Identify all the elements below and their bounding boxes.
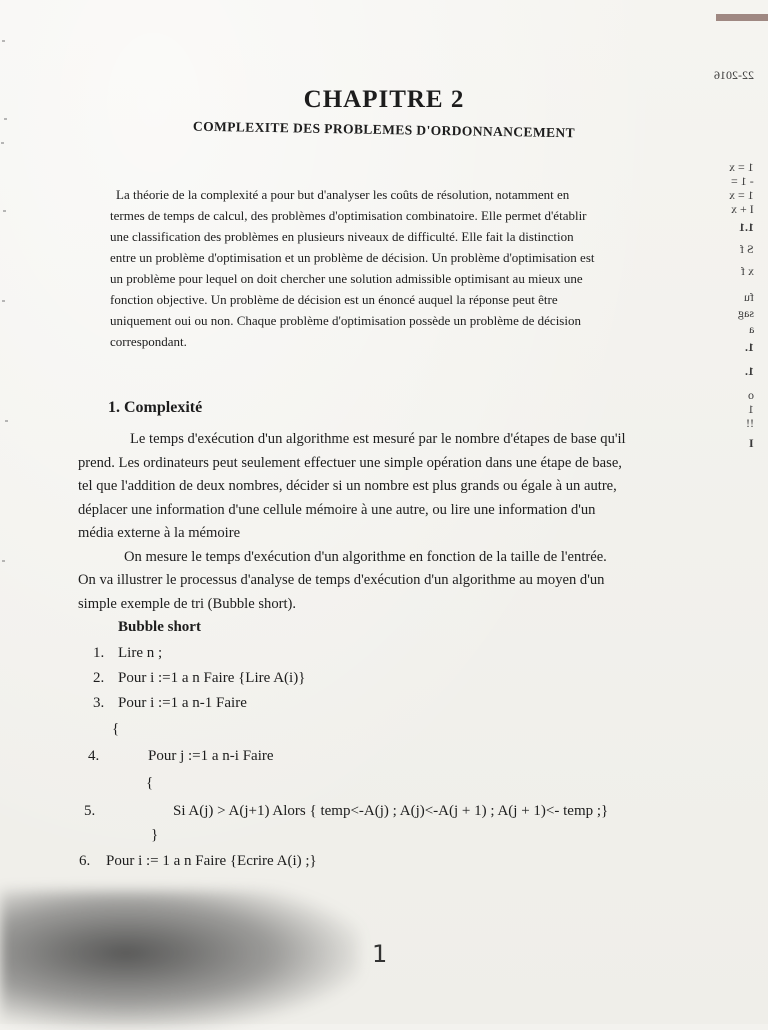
step-text: Pour i :=1 a n-1 Faire: [118, 695, 247, 711]
chapter-subtitle: COMPLEXITE DES PROBLEMES D'ORDONNANCEMENT: [192, 118, 576, 141]
open-brace: {: [146, 775, 154, 791]
show-through-text: 22-2016 1 = x - 1 = 1 = x I + x 1.1 S f x f fu sag a 1. 1. o 1 !! I: [714, 68, 754, 450]
step-number: 2.: [93, 670, 105, 686]
section-body: [78, 428, 656, 616]
step-text: Pour i :=1 a n Faire {Lire A(i)}: [118, 670, 306, 686]
step-text: Lire n ;: [118, 645, 163, 661]
section-heading: 1. Complexité: [108, 399, 203, 416]
body-line: média externe à la mémoire: [78, 525, 241, 541]
intro-line: La théorie de la complexité a pour but d'analyser les coûts de résolution, notamment en: [116, 187, 570, 202]
intro-line: fonction objective. Un problème de décision est un énoncé auquel la réponse peut être: [110, 292, 558, 307]
body-line: tel que l'addition de deux nombres, décider si un nombre est plus grands ou égale à un autre,: [78, 478, 617, 494]
step-number: 6.: [79, 853, 91, 869]
algorithm-title: Bubble short: [118, 619, 201, 635]
chapter-title: CHAPITRE 2: [303, 86, 465, 113]
body-line: Le temps d'exécution d'un algorithme est mesuré par le nombre d'étapes de base qu'il: [130, 431, 626, 447]
intro-paragraph: [110, 184, 648, 352]
body-line: déplacer une information d'une cellule mémoire à une autre, ou lire une information d'un: [78, 501, 596, 518]
step-number: 3.: [93, 695, 105, 711]
step-number: 1.: [93, 645, 105, 661]
intro-line: une classification des problèmes en plusieurs niveaux de difficulté. Elle fait la distinction: [110, 229, 574, 244]
close-brace: }: [151, 827, 159, 843]
open-brace: {: [112, 721, 120, 737]
step-number: 5.: [84, 803, 96, 819]
intro-line: un problème pour lequel on doit chercher une solution admissible optimisant au mieux une: [110, 271, 583, 286]
body-line: On va illustrer le processus d'analyse de temps d'exécution d'un algorithme au moyen d'un: [78, 572, 605, 588]
body-line: prend. Les ordinateurs peut seulement effectuer une simple opération dans une étape de base,: [78, 454, 622, 471]
corner-mark: [716, 14, 768, 21]
body-line: simple exemple de tri (Bubble short).: [78, 595, 297, 612]
step-text: Pour j :=1 a n-i Faire: [148, 748, 274, 764]
page-number: 1: [372, 940, 388, 968]
step-number: 4.: [88, 748, 100, 764]
left-edge-specks: [0, 0, 12, 1024]
step-text: Si A(j) > A(j+1) Alors { temp<-A(j) ; A(j)<-A(j + 1) ; A(j + 1)<- temp ;}: [173, 803, 609, 819]
intro-line: termes de temps de calcul, des problèmes d'optimisation combinatoire. Elle permet d'établir: [110, 208, 587, 223]
intro-line: uniquement oui ou non. Chaque problème d'optimisation possède un problème de décision: [110, 313, 581, 328]
step-text: Pour i := 1 a n Faire {Ecrire A(i) ;}: [106, 853, 317, 869]
intro-line: entre un problème d'optimisation et un problème de décision. Un problème d'optimisation est: [110, 250, 595, 265]
body-line: On mesure le temps d'exécution d'un algorithme en fonction de la taille de l'entrée.: [124, 548, 607, 565]
shadow-smudge: [0, 890, 360, 1030]
intro-line: correspondant.: [110, 334, 187, 349]
